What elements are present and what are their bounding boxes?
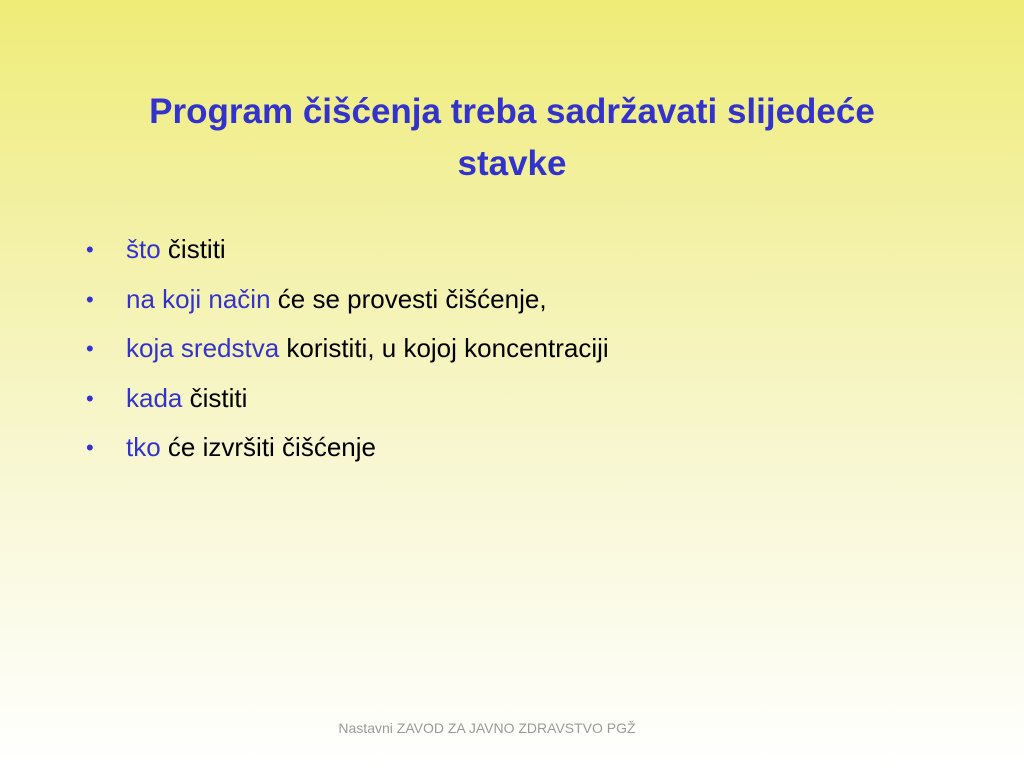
bullet-icon: • [86, 385, 94, 411]
bullet-keyword: kada [126, 382, 183, 413]
bullet-keyword: koja sredstva [126, 333, 280, 363]
bullet-icon: • [86, 237, 94, 262]
bullet-icon: • [86, 435, 94, 460]
bullet-text [126, 423, 376, 473]
bullet-rest: koristiti, u kojoj koncentraciji [286, 333, 609, 363]
bullet-rest: čistiti [167, 234, 226, 264]
bullet-text [126, 275, 547, 325]
slide-title [60, 86, 964, 190]
slide-title-line-2: stavke [457, 144, 567, 183]
bullet-icon: • [86, 336, 94, 361]
bullet-rest: će se provesti čišćenje, [277, 283, 547, 314]
slide-title-line-1: Program čišćenja treba sadržavati slijedeće [149, 92, 875, 131]
bullet-rest: će izvršiti čišćenje [167, 432, 376, 462]
bullet-keyword: na koji način [126, 283, 271, 314]
bullet-icon: • [86, 286, 94, 312]
slide-footer: Nastavni ZAVOD ZA JAVNO ZDRAVSTVO PGŽ [338, 720, 636, 736]
bullet-text [126, 324, 609, 374]
bullet-text [126, 225, 226, 275]
bullet-text [126, 374, 247, 424]
bullet-keyword: što [126, 234, 161, 264]
bullet-keyword: tko [126, 432, 161, 462]
bullet-rest: čistiti [189, 382, 248, 413]
